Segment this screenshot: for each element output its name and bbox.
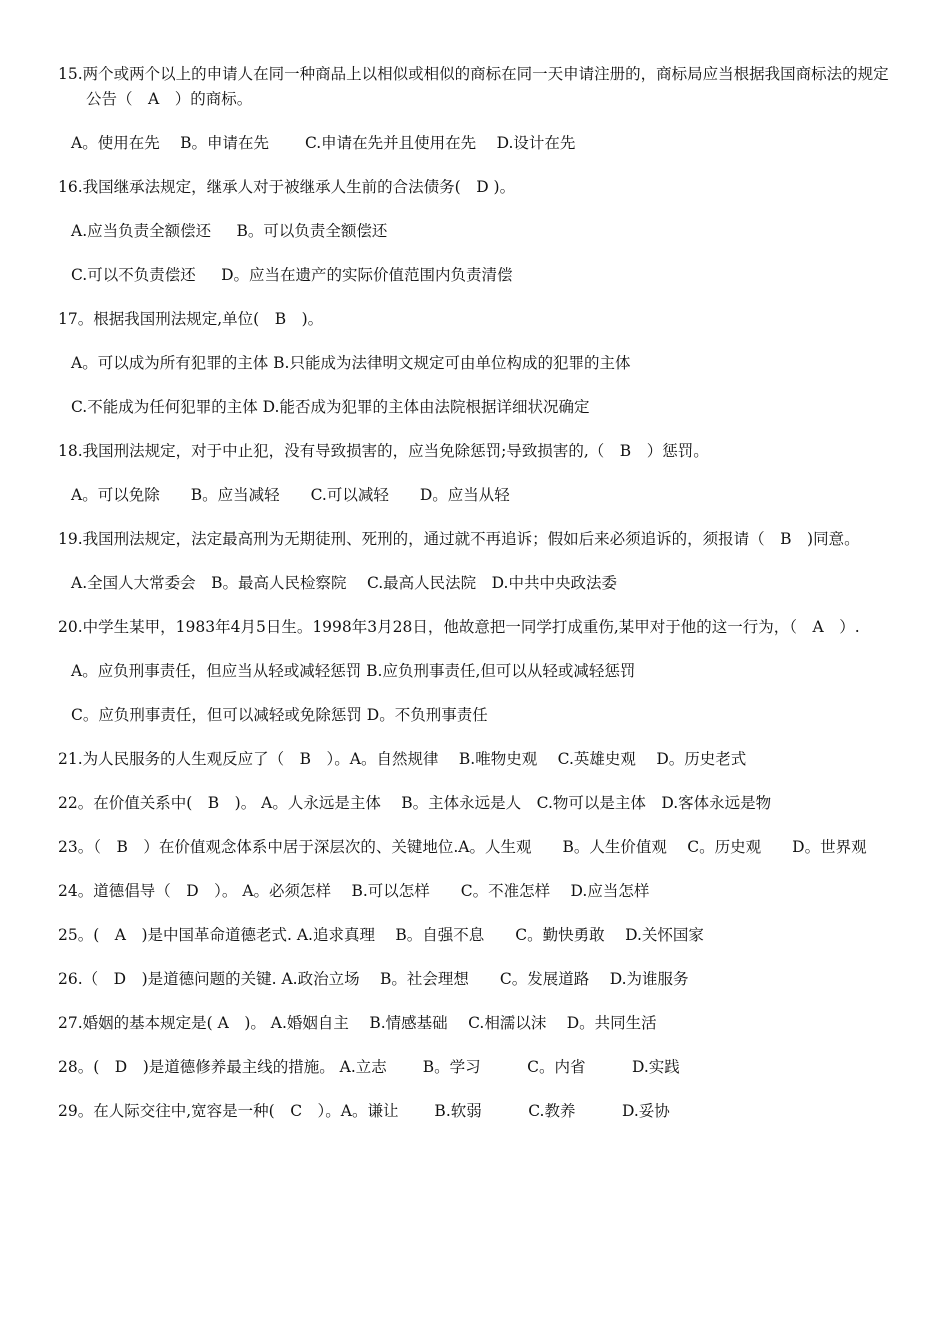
question-stem: 18.我国刑法规定，对于中止犯，没有导致损害的，应当免除惩罚;导致损害的,（ B ）惩罚。 (58, 442, 709, 460)
question-stem: 29。在人际交往中,宽容是一种( C ）。A。谦让 B.软弱 C.教养 D.妥协 (58, 1102, 670, 1120)
question-stem: 23。（ B ）在价值观念体系中居于深层次的、关键地位.A。人生观 B。人生价值观 C。历史观 D。世界观 (58, 838, 867, 856)
question-stem: 27.婚姻的基本规定是( A )。 A.婚姻自主 B.情感基础 C.相濡以沫 D。共同生活 (58, 1014, 657, 1032)
question-stem: 24。道德倡导（ D ）。 A。必须怎样 B.可以怎样 C。不准怎样 D.应当怎样 (58, 882, 650, 900)
question-options: A。应负刑事责任，但应当从轻或减轻惩罚 B.应负刑事责任,但可以从轻或减轻惩罚 (71, 662, 636, 680)
question-stem: 25。( A )是中国革命道德老式. A.追求真理 B。自强不息 C。勤快勇敢 D.关怀国家 (58, 926, 704, 944)
question-stem: 28。( D )是道德修养最主线的措施。 A.立志 B。学习 C。内省 D.实践 (58, 1058, 680, 1076)
document-page (58, 62, 890, 1143)
question-options: A.全国人大常委会 B。最高人民检察院 C.最高人民法院 D.中共中央政法委 (71, 574, 617, 592)
question-stem: 20.中学生某甲，1983年4月5日生。1998年3月28日，他故意把一同学打成重伤,某甲对于他的这一行为，（ A ）. (58, 618, 860, 636)
question-options: A。可以成为所有犯罪的主体 B.只能成为法律明文规定可由单位构成的犯罪的主体 (71, 354, 631, 372)
question-stem: 21.为人民服务的人生观反应了（ B ）。A。自然规律 B.唯物史观 C.英雄史观 D。历史老式 (58, 750, 747, 768)
question-options: A。可以免除 B。应当减轻 C.可以减轻 D。应当从轻 (71, 486, 510, 504)
question-stem: 16.我国继承法规定，继承人对于被继承人生前的合法债务( D )。 (58, 178, 516, 196)
question-stem: 19.我国刑法规定，法定最高刑为无期徒刑、死刑的，通过就不再追诉；假如后来必须追诉的，须报请（ B )同意。 (58, 530, 860, 548)
question-options: C.不能成为任何犯罪的主体 D.能否成为犯罪的主体由法院根据详细状况确定 (71, 398, 590, 416)
question-options: A。使用在先 B。申请在先 C.申请在先并且使用在先 D.设计在先 (71, 134, 576, 152)
question-stem: 26.（ D )是道德问题的关键. A.政治立场 B。社会理想 C。发展道路 D.为谁服务 (58, 970, 689, 988)
question-options: C.可以不负责偿还 D。应当在遗产的实际价值范围内负责清偿 (71, 266, 513, 284)
question-options: C。应负刑事责任，但可以减轻或免除惩罚 D。不负刑事责任 (71, 706, 488, 724)
question-stem: 17。根据我国刑法规定,单位( B )。 (58, 310, 324, 328)
question-options: A.应当负责全额偿还 B。可以负责全额偿还 (71, 222, 388, 240)
question-stem: 15.两个或两个以上的申请人在同一种商品上以相似或相似的商标在同一天申请注册的，商标局应当根据我国商标法的规定公告（ A ）的商标。 (58, 65, 889, 108)
question-stem: 22。在价值关系中( B )。 A。人永远是主体 B。主体永远是人 C.物可以是主体 D.客体永远是物 (58, 794, 772, 812)
